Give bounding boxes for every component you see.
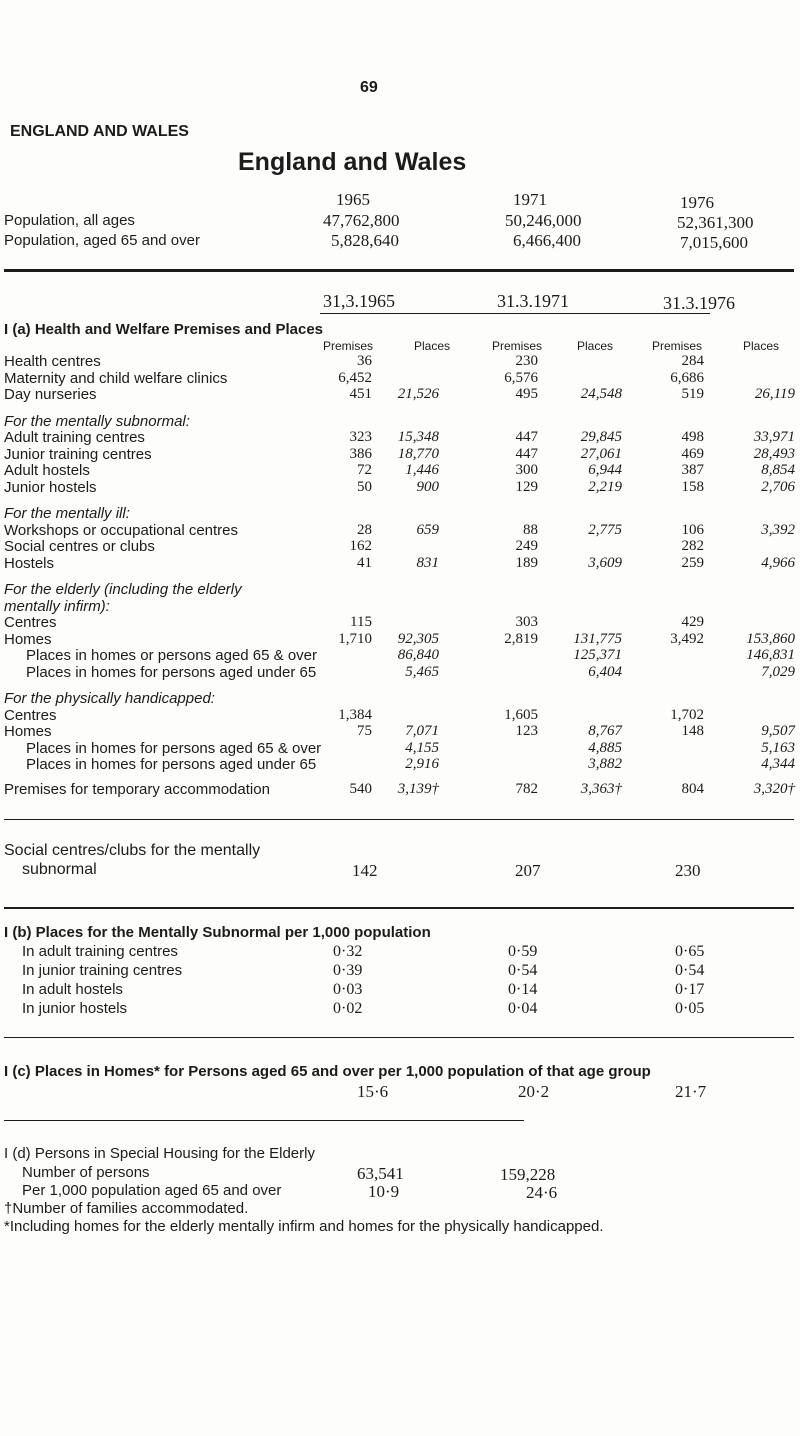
- premises-value: 282: [681, 538, 704, 554]
- column-header-places: Places: [414, 339, 451, 353]
- section-b-row-label: In junior hostels: [22, 1000, 128, 1017]
- places-value: 86,840: [397, 647, 439, 663]
- page-number: 69: [360, 79, 378, 96]
- facility-row-label: Health centres: [4, 353, 101, 370]
- section-b-value: 0·65: [675, 943, 705, 960]
- places-value: 18,770: [397, 445, 439, 462]
- places-value: 4,885: [588, 739, 622, 756]
- section-b-value: 0·03: [333, 981, 363, 998]
- group-heading: For the elderly (including the elderly: [4, 581, 242, 598]
- running-head: ENGLAND AND WALES: [10, 123, 189, 140]
- section-d-value: 24·6: [526, 1183, 558, 1202]
- divider: [4, 1120, 524, 1121]
- premises-value: 447: [515, 429, 538, 445]
- section-d-title: I (d) Persons in Special Housing for the Elderly: [4, 1145, 315, 1162]
- facility-row-label: Junior training centres: [4, 445, 152, 463]
- facility-row-label: Hostels: [4, 554, 55, 572]
- section-b-value: 0·02: [333, 1000, 363, 1017]
- places-value: 3,139†: [397, 780, 439, 797]
- places-value: 6,944: [588, 462, 622, 478]
- places-value: 24,548: [580, 386, 622, 402]
- section-d-value: 63,541: [357, 1164, 404, 1183]
- premises-value: 3,492: [670, 630, 704, 647]
- premises-value: 36: [357, 353, 372, 369]
- group-heading: For the mentally ill:: [4, 505, 130, 522]
- facility-subrow-label: Places in homes for persons aged under 65: [26, 663, 317, 681]
- premises-value: 230: [515, 353, 538, 369]
- section-b-value: 0·39: [333, 962, 363, 979]
- places-value: 4,344: [761, 756, 795, 772]
- facility-subrow-label: Places in homes for persons aged 65 & over: [26, 739, 322, 757]
- population-value: 52,361,300: [677, 213, 754, 232]
- premises-value: 72: [357, 462, 372, 478]
- premises-value: 469: [681, 445, 704, 462]
- places-value: 3,320†: [753, 780, 795, 797]
- premises-value: 41: [357, 554, 372, 571]
- premises-value: 189: [515, 554, 538, 571]
- section-b-value: 0·04: [508, 1000, 538, 1017]
- facility-row-label: Junior hostels: [4, 478, 97, 496]
- section-b-title: I (b) Places for the Mentally Subnormal per 1,000 population: [4, 924, 431, 941]
- premises-value: 148: [681, 723, 704, 739]
- places-value: 146,831: [746, 647, 795, 663]
- group-heading: mentally infirm):: [4, 597, 110, 615]
- facility-row-label: Centres: [4, 706, 57, 724]
- premises-value: 50: [357, 478, 372, 495]
- section-a-title: I (a) Health and Welfare Premises and Places: [4, 321, 324, 338]
- section-c-title: I (c) Places in Homes* for Persons aged 65 and over per 1,000 population of that age group: [4, 1063, 651, 1080]
- divider: [320, 313, 710, 314]
- premises-value: 129: [515, 478, 538, 495]
- section-b-row-label: In junior training centres: [22, 962, 183, 979]
- facility-subrow-label: Places in homes or persons aged 65 & over: [26, 647, 317, 664]
- places-value: 900: [416, 478, 439, 495]
- facility-subrow-label: Places in homes for persons aged under 65: [26, 756, 317, 773]
- section-b-value: 0·17: [675, 981, 705, 998]
- section-b-value: 0·14: [508, 981, 538, 998]
- premises-value: 28: [357, 521, 372, 538]
- premises-value: 429: [681, 614, 704, 630]
- premises-value: 804: [681, 780, 704, 797]
- premises-value: 1,710: [338, 630, 372, 647]
- section-d-value: 10·9: [368, 1182, 400, 1201]
- premises-value: 115: [350, 614, 372, 630]
- premises-value: 6,686: [670, 369, 704, 386]
- premises-value: 1,605: [504, 706, 538, 723]
- premises-value: 386: [349, 445, 372, 462]
- places-value: 27,061: [580, 445, 622, 462]
- places-value: 4,155: [405, 739, 439, 756]
- places-value: 9,507: [761, 723, 795, 739]
- facility-row-label: Adult training centres: [4, 429, 145, 446]
- places-value: 5,465: [405, 663, 439, 680]
- premises-value: 323: [349, 429, 372, 445]
- population-value: 50,246,000: [505, 211, 582, 230]
- places-value: 131,775: [573, 630, 622, 647]
- premises-value: 106: [681, 521, 704, 538]
- places-value: 29,845: [580, 429, 622, 445]
- places-value: 2,775: [588, 521, 622, 538]
- social-clubs-label: subnormal: [22, 861, 97, 878]
- date-header: 31.3.1971: [497, 291, 569, 311]
- premises-value: 284: [681, 353, 704, 369]
- section-c-value: 20·2: [518, 1082, 550, 1101]
- divider: [4, 269, 794, 272]
- premises-value: 162: [349, 538, 372, 554]
- social-clubs-value: 142: [352, 861, 378, 880]
- population-row-label: Population, aged 65 and over: [4, 232, 200, 249]
- premises-value: 451: [349, 386, 372, 402]
- facility-row-label: Day nurseries: [4, 386, 97, 403]
- premises-value: 2,819: [504, 630, 538, 647]
- section-b-value: 0·54: [508, 962, 538, 979]
- premises-value: 498: [681, 429, 704, 445]
- premises-value: 123: [515, 723, 538, 739]
- premises-value: 1,702: [670, 706, 704, 723]
- section-b-value: 0·05: [675, 1000, 705, 1017]
- premises-value: 300: [515, 462, 538, 478]
- footnote-dagger: †Number of families accommodated.: [4, 1200, 249, 1217]
- places-value: 8,767: [588, 723, 622, 739]
- places-value: 1,446: [405, 462, 439, 478]
- places-value: 6,404: [588, 663, 622, 680]
- facility-row-label: Centres: [4, 614, 57, 631]
- places-value: 28,493: [753, 445, 795, 462]
- footnote-asterisk: *Including homes for the elderly mentally infirm and homes for the physically handicapped.: [4, 1218, 604, 1235]
- places-value: 33,971: [753, 429, 795, 445]
- social-clubs-value: 207: [515, 861, 541, 880]
- premises-value: 158: [681, 478, 704, 495]
- premises-value: 259: [681, 554, 704, 571]
- premises-value: 1,384: [338, 706, 372, 723]
- premises-value: 75: [357, 723, 372, 739]
- divider: [4, 819, 794, 820]
- section-b-value: 0·54: [675, 962, 705, 979]
- premises-value: 540: [349, 780, 372, 797]
- places-value: 831: [416, 554, 439, 571]
- places-value: 8,854: [761, 462, 795, 478]
- premises-value: 782: [515, 780, 538, 797]
- column-header-places: Places: [743, 339, 780, 353]
- places-value: 3,392: [761, 521, 795, 538]
- section-b-row-label: In adult training centres: [22, 943, 178, 960]
- facility-row-label: Workshops or occupational centres: [4, 521, 239, 539]
- column-header-premises: Premises: [492, 339, 543, 353]
- premises-value: 249: [515, 538, 538, 554]
- social-clubs-value: 230: [675, 861, 701, 880]
- premises-value: 495: [515, 386, 538, 402]
- date-header: 31.3.1976: [663, 293, 735, 313]
- population-value: 5,828,640: [331, 231, 399, 250]
- places-value: 3,609: [588, 554, 622, 571]
- year-header: 1971: [513, 190, 547, 209]
- section-b-value: 0·32: [333, 943, 363, 960]
- population-row-label: Population, all ages: [4, 212, 135, 229]
- places-value: 15,348: [397, 429, 439, 445]
- places-value: 3,363†: [580, 780, 622, 797]
- section-d-value: 159,228: [500, 1165, 556, 1184]
- population-value: 7,015,600: [680, 233, 748, 252]
- places-value: 2,706: [761, 478, 795, 495]
- section-c-value: 21·7: [675, 1082, 707, 1101]
- column-header-premises: Premises: [323, 339, 374, 353]
- places-value: 7,029: [761, 663, 795, 680]
- divider: [4, 907, 794, 909]
- premises-value: 387: [681, 462, 704, 478]
- premises-value: 447: [515, 445, 538, 462]
- section-b-row-label: In adult hostels: [22, 981, 123, 998]
- places-value: 92,305: [397, 630, 439, 647]
- section-c-value: 15·6: [357, 1082, 389, 1101]
- facility-row-label: Homes: [4, 723, 52, 740]
- divider: [4, 1037, 794, 1038]
- date-header: 31,3.1965: [323, 291, 395, 311]
- places-value: 7,071: [405, 723, 439, 739]
- page-title: England and Wales: [238, 148, 467, 176]
- facility-row-label: Homes: [4, 630, 52, 648]
- places-value: 26,119: [754, 386, 795, 402]
- section-b-value: 0·59: [508, 943, 538, 960]
- group-heading: For the physically handicapped:: [4, 690, 215, 707]
- places-value: 21,526: [397, 386, 439, 402]
- section-d-row-label: Per 1,000 population aged 65 and over: [22, 1182, 282, 1199]
- social-clubs-label: Social centres/clubs for the mentally: [4, 842, 261, 859]
- group-heading: For the mentally subnormal:: [4, 412, 190, 430]
- facility-row-label: Maternity and child welfare clinics: [4, 369, 228, 387]
- premises-value: 6,576: [504, 369, 538, 386]
- year-header: 1965: [336, 190, 370, 209]
- column-header-premises: Premises: [652, 339, 703, 353]
- facility-row-label: Adult hostels: [4, 462, 90, 479]
- facility-row-label: Social centres or clubs: [4, 538, 155, 555]
- places-value: 2,916: [405, 756, 439, 772]
- places-value: 5,163: [761, 739, 795, 756]
- places-value: 2,219: [588, 478, 622, 495]
- temporary-row-label: Premises for temporary accommodation: [4, 780, 270, 798]
- places-value: 659: [416, 521, 439, 538]
- places-value: 153,860: [746, 630, 795, 647]
- premises-value: 519: [681, 386, 704, 402]
- section-d-row-label: Number of persons: [22, 1164, 150, 1181]
- population-value: 6,466,400: [513, 231, 581, 250]
- population-value: 47,762,800: [323, 211, 400, 230]
- column-header-places: Places: [577, 339, 614, 353]
- year-header: 1976: [680, 193, 714, 212]
- premises-value: 303: [515, 614, 538, 630]
- places-value: 4,966: [761, 554, 795, 571]
- places-value: 125,371: [573, 647, 622, 663]
- premises-value: 6,452: [338, 369, 372, 386]
- places-value: 3,882: [588, 756, 622, 772]
- premises-value: 88: [523, 521, 538, 538]
